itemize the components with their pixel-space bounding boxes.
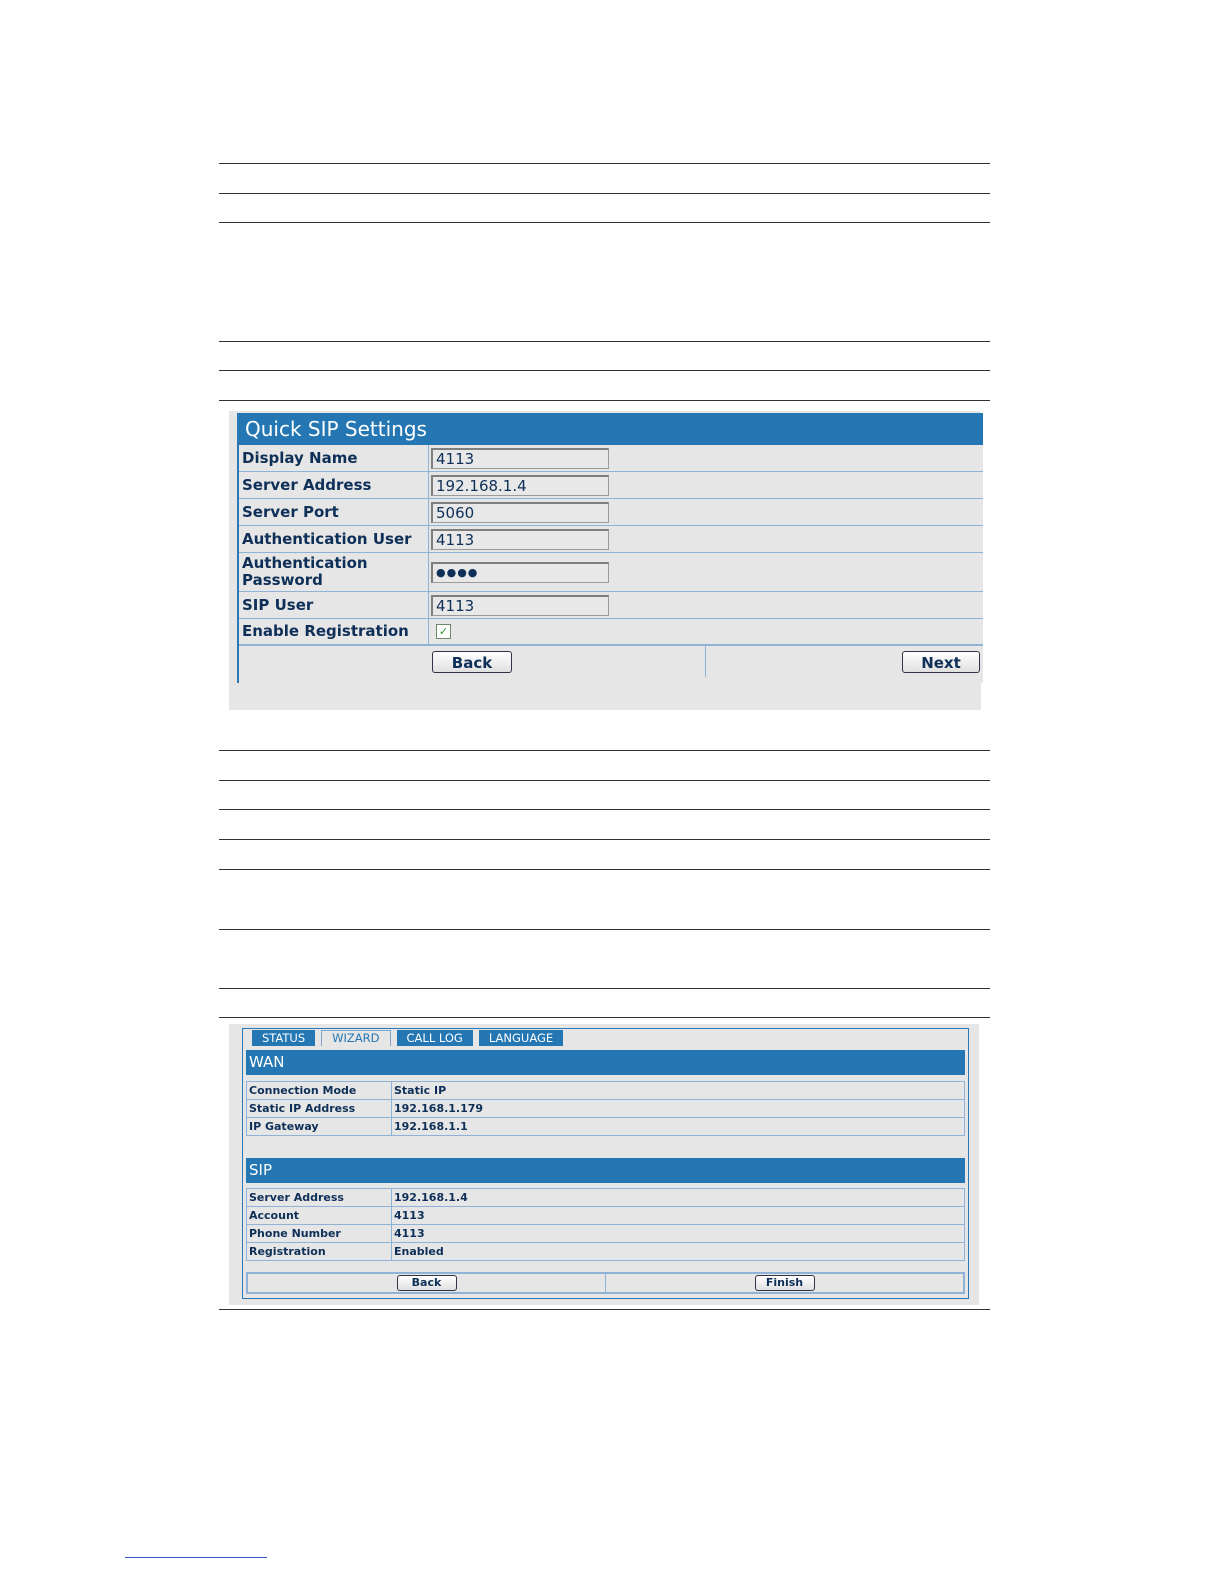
sip-table [246,1188,965,1261]
quick-sip-settings-title: Quick SIP Settings [239,413,983,445]
table-rule [219,750,990,751]
table-row [247,1189,965,1207]
form-button-row [239,644,983,677]
sip-key: Server Address [247,1189,392,1207]
finish-button[interactable]: Finish [755,1275,815,1291]
wan-table [246,1081,965,1136]
wan-key: IP Gateway [247,1118,392,1136]
form-row-authentication-password [239,553,983,592]
sip-user-input[interactable]: 4113 [431,595,609,616]
tab-status[interactable]: STATUS [252,1030,315,1046]
server-address-label: Server Address [239,472,429,498]
sip-key: Phone Number [247,1225,392,1243]
tab-wizard[interactable]: WIZARD [321,1030,390,1046]
form-row-display-name [239,445,983,472]
back-button-cell [239,646,706,677]
sip-user-label: SIP User [239,592,429,618]
wan-value: 192.168.1.1 [392,1118,965,1136]
table-rule [219,929,990,930]
table-rule [219,193,990,194]
table-rule [219,988,990,989]
authentication-user-label: Authentication User [239,526,429,552]
form-row-authentication-user [239,526,983,553]
nav-tabs [252,1030,569,1046]
next-button-cell [706,646,983,677]
authentication-password-input[interactable]: ●●●● [431,562,609,583]
wan-value: Static IP [392,1082,965,1100]
next-button[interactable]: Next [902,651,980,673]
wan-key: Connection Mode [247,1082,392,1100]
server-port-input[interactable]: 5060 [431,502,609,523]
table-rule [219,341,990,342]
table-rule [219,370,990,371]
quick-sip-settings-form [237,413,983,683]
back-button[interactable]: Back [432,651,512,673]
table-row [247,1118,965,1136]
table-row [247,1243,965,1261]
table-rule [219,1309,990,1310]
enable-registration-label: Enable Registration [239,619,429,644]
tab-call-log[interactable]: CALL LOG [397,1030,473,1046]
wan-section-title: WAN [246,1050,965,1075]
table-row [247,1207,965,1225]
table-row [247,1225,965,1243]
wizard-back-button[interactable]: Back [397,1275,457,1291]
wizard-back-cell [248,1274,606,1292]
tab-language[interactable]: LANGUAGE [479,1030,563,1046]
table-rule [219,222,990,223]
wizard-finish-cell [606,1274,963,1292]
display-name-label: Display Name [239,445,429,471]
table-rule [219,400,990,401]
server-address-input[interactable]: 192.168.1.4 [431,475,609,496]
display-name-input[interactable]: 4113 [431,448,609,469]
form-row-server-address [239,472,983,499]
sip-value: 4113 [392,1207,965,1225]
form-row-sip-user [239,592,983,619]
authentication-user-input[interactable]: 4113 [431,529,609,550]
sip-key: Registration [247,1243,392,1261]
sip-value: 192.168.1.4 [392,1189,965,1207]
sip-value: Enabled [392,1243,965,1261]
sip-value: 4113 [392,1225,965,1243]
table-row [247,1082,965,1100]
authentication-password-label: Authentication Password [239,553,429,591]
form-row-server-port [239,499,983,526]
wan-key: Static IP Address [247,1100,392,1118]
footnote-rule [125,1557,267,1558]
server-port-label: Server Port [239,499,429,525]
wan-value: 192.168.1.179 [392,1100,965,1118]
sip-section-title: SIP [246,1158,965,1183]
quick-sip-settings-panel [229,411,981,710]
sip-key: Account [247,1207,392,1225]
table-rule [219,780,990,781]
wizard-summary-panel [229,1024,979,1305]
table-rule [219,809,990,810]
table-rule [219,869,990,870]
form-row-enable-registration [239,619,983,644]
table-rule [219,163,990,164]
table-rule [219,839,990,840]
enable-registration-checkbox[interactable]: ✓ [436,624,451,639]
table-rule [219,1017,990,1018]
wizard-button-row [246,1272,965,1294]
wizard-frame [242,1028,969,1299]
table-row [247,1100,965,1118]
